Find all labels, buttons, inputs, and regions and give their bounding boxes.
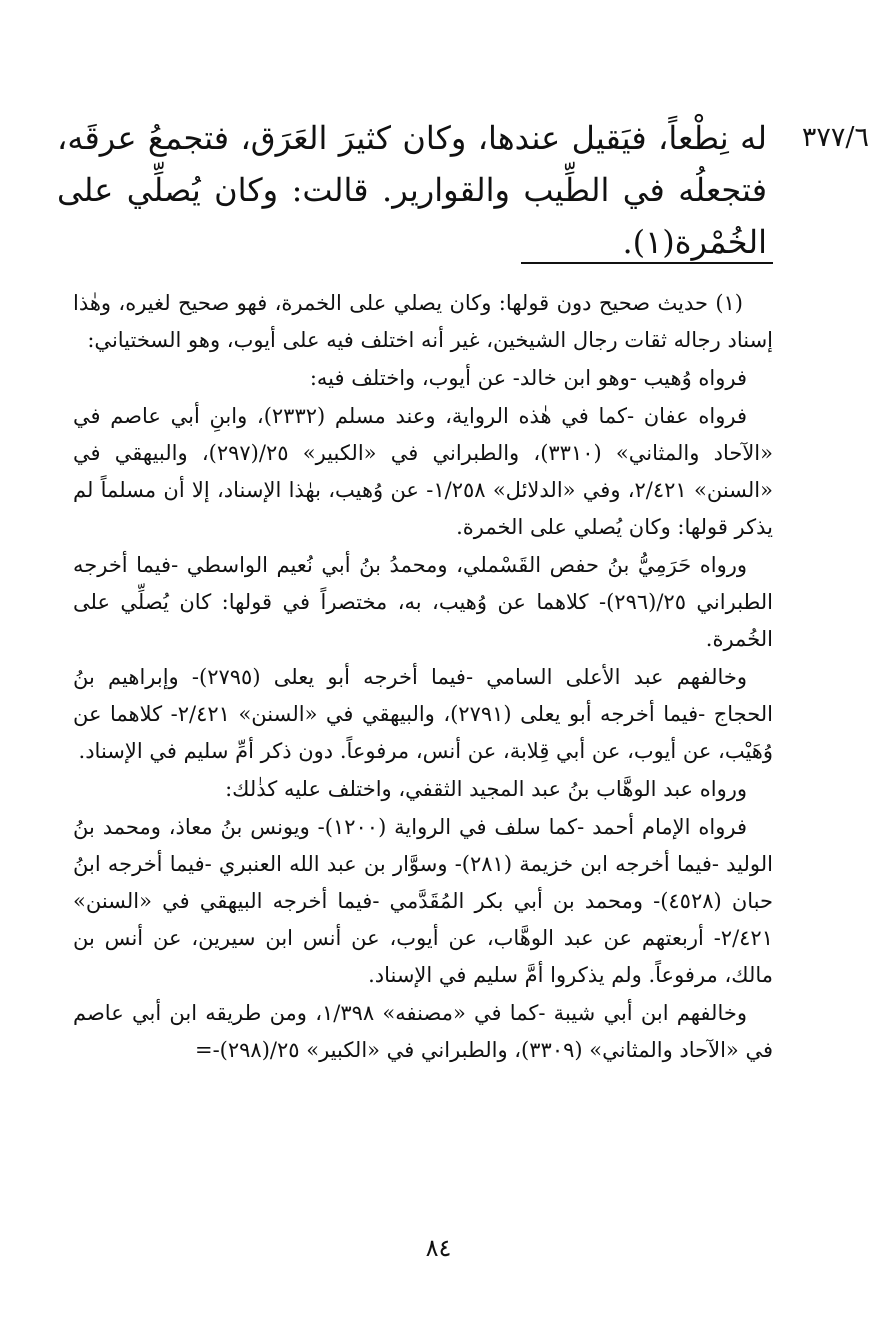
footnote-paragraph: وخالفهم عبد الأعلى السامي -فيما أخرجه أبو يعلى (٢٧٩٥)- وإبراهيم بنُ الحجاج -فيما أخرجه أبو يعلى (٢٧٩١)، والبيهقي في «السنن» ٢/٤٢١- كلاهما عن وُهَيْب، عن أيوب، عن أبي قِلابة، عن أنس، مرفوعاً. دون ذكر أمِّ سليم في الإسناد. bbox=[73, 665, 773, 763]
footnote-paragraph: ورواه حَرَمِيُّ بنُ حفص القَسْملي، ومحمدُ بنُ أبي نُعيم الواسطي -فيما أخرجه الطبراني ٢٥/(٢٩٦)- كلاهما عن وُهيب، به، مختصراً في قولها: كان يُصلِّي على الخُمرة. bbox=[73, 553, 773, 651]
footnote-paragraph: (١) حديث صحيح دون قولها: وكان يصلي على الخمرة، فهو صحيح لغيره، وهٰذا إسناد رجاله ثقات رجال الشيخين، غير أنه اختلف فيه على أيوب، وهو السختياني: bbox=[73, 291, 773, 352]
main-text bbox=[57, 112, 767, 268]
page-number: ٨٤ bbox=[425, 1234, 452, 1262]
footnote-separator bbox=[521, 262, 773, 264]
main-paragraph: له نِطْعاً، فيَقيل عندها، وكان كثيرَ العَرَق، فتجمعُ عرقَه، فتجعلُه في الطِّيب والقوارير. قالت: وكان يُصلِّي على الخُمْرة(١). bbox=[57, 119, 767, 261]
volume-page-reference: ٣٧٧/٦ bbox=[801, 122, 869, 153]
footnote-paragraph: ورواه عبد الوهَّاب بنُ عبد المجيد الثقفي، واختلف عليه كذٰلك: bbox=[225, 777, 747, 801]
footnote-paragraph: فرواه وُهيب -وهو ابن خالد- عن أيوب، واختلف فيه: bbox=[309, 366, 747, 390]
footnote-paragraph: فرواه الإمام أحمد -كما سلف في الرواية (١٢٠٠)- ويونس بنُ معاذ، ومحمد بنُ الوليد -فيما أخرجه ابن خزيمة (٢٨١)- وسوَّار بن عبد الله العنبري -فيما أخرجه ابنُ حبان (٤٥٢٨)- ومحمد بن أبي بكر المُقَدَّمي -فيما أخرجه البيهقي في «السنن» ٢/٤٢١- أربعتهم عن عبد الوهَّاب، عن أيوب، عن أنس ابن سيرين، عن أنس بن مالك، مرفوعاً. ولم يذكروا أمَّ سليم في الإسناد. bbox=[73, 815, 774, 987]
footnotes bbox=[73, 285, 773, 1070]
footnote-paragraph: وخالفهم ابن أبي شيبة -كما في «مصنفه» ١/٣٩٨، ومن طريقه ابن أبي عاصم في «الآحاد والمثاني» (٣٣٠٩)، والطبراني في «الكبير» ٢٥/(٢٩٨)-= bbox=[73, 1001, 773, 1062]
footnote-paragraph: فرواه عفان -كما في هٰذه الرواية، وعند مسلم (٢٣٣٢)، وابنِ أبي عاصم في «الآحاد والمثاني» (٣٣١٠)، والطبراني في «الكبير» ٢٥/(٢٩٧)، والبيهقي في «السنن» ٢/٤٢١، وفي «الدلائل» ١/٢٥٨- عن وُهيب، بهٰذا الإسناد، إلا أن مسلماً لم يذكر قولها: وكان يُصلي على الخمرة. bbox=[73, 404, 773, 539]
